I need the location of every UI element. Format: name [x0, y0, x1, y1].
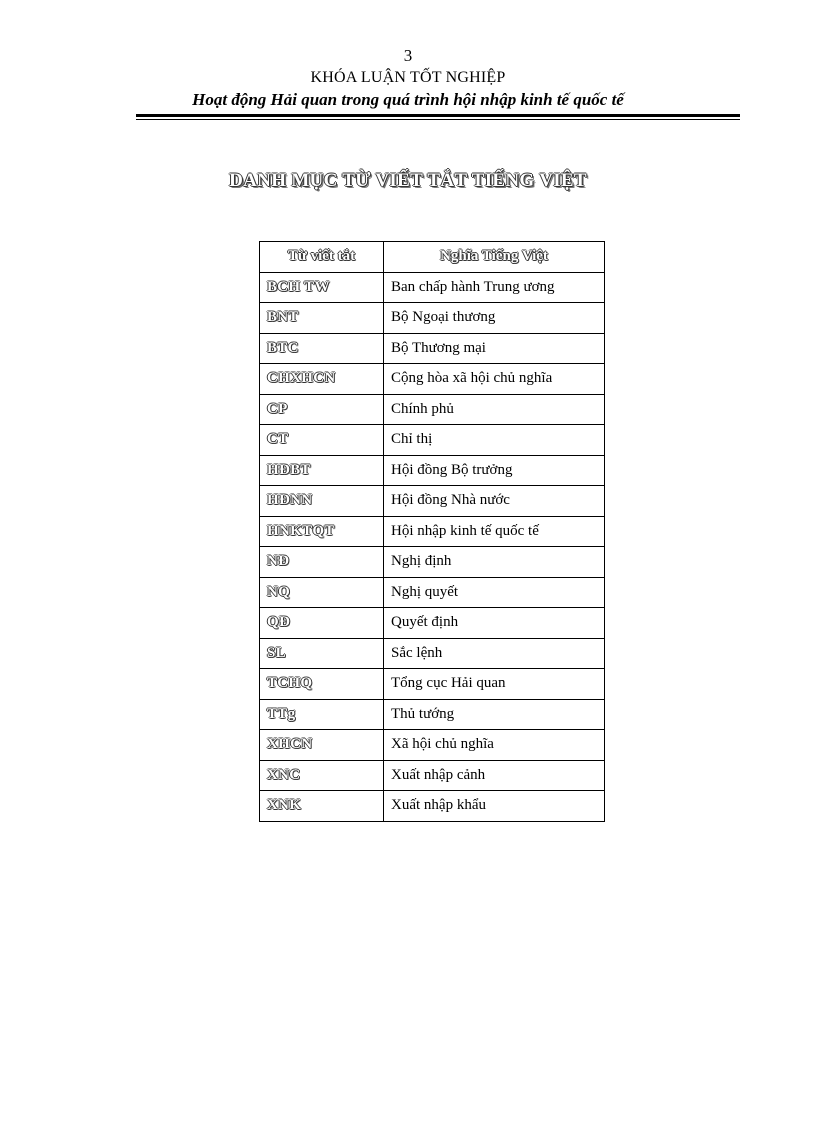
meaning-cell: Ban chấp hành Trung ương: [384, 272, 605, 303]
thesis-subtitle: Hoạt động Hải quan trong quá trình hội nhập kinh tế quốc tế: [192, 90, 624, 109]
table-row: [260, 608, 605, 639]
meaning-cell: Chỉ thị: [384, 425, 605, 456]
table-header-row: [260, 242, 605, 273]
abbreviation-cell: TCHQ: [260, 669, 384, 700]
meaning-cell: Bộ Thương mại: [384, 333, 605, 364]
table-row: [260, 516, 605, 547]
table-row: [260, 486, 605, 517]
meaning-cell: Xã hội chủ nghĩa: [384, 730, 605, 761]
abbreviation-cell: HĐNN: [260, 486, 384, 517]
table-row: [260, 577, 605, 608]
abbreviation-cell: BTC: [260, 333, 384, 364]
meaning-cell: Xuất nhập cảnh: [384, 760, 605, 791]
meaning-cell: Bộ Ngoại thương: [384, 303, 605, 334]
table-row: [260, 394, 605, 425]
abbreviation-cell: NQ: [260, 577, 384, 608]
meaning-cell: Cộng hòa xã hội chủ nghĩa: [384, 364, 605, 395]
abbreviation-cell: XNK: [260, 791, 384, 822]
header-rule-thin: [136, 119, 740, 120]
thesis-title: KHÓA LUẬN TỐT NGHIỆP: [310, 69, 506, 86]
abbreviation-cell: HĐBT: [260, 455, 384, 486]
meaning-cell: Xuất nhập khẩu: [384, 791, 605, 822]
abbreviation-cell: TTg: [260, 699, 384, 730]
meaning-cell: Nghị định: [384, 547, 605, 578]
abbreviation-cell: XNC: [260, 760, 384, 791]
table-row: [260, 364, 605, 395]
abbreviation-cell: NĐ: [260, 547, 384, 578]
table-row: [260, 303, 605, 334]
meaning-cell: Tổng cục Hải quan: [384, 669, 605, 700]
table-row: [260, 791, 605, 822]
table-row: [260, 760, 605, 791]
column-header-abbreviation: Từ viết tắt: [260, 242, 384, 273]
table-row: [260, 272, 605, 303]
meaning-cell: Hội đồng Bộ trưởng: [384, 455, 605, 486]
abbreviation-cell: SL: [260, 638, 384, 669]
table-row: [260, 699, 605, 730]
abbreviation-cell: CP: [260, 394, 384, 425]
table-row: [260, 333, 605, 364]
abbreviation-table-body: [260, 272, 605, 821]
meaning-cell: Chính phủ: [384, 394, 605, 425]
meaning-cell: Hội nhập kinh tế quốc tế: [384, 516, 605, 547]
meaning-cell: Hội đồng Nhà nước: [384, 486, 605, 517]
meaning-cell: Quyết định: [384, 608, 605, 639]
abbreviation-table: [259, 241, 605, 822]
abbreviation-cell: BNT: [260, 303, 384, 334]
abbreviation-cell: QĐ: [260, 608, 384, 639]
table-row: [260, 669, 605, 700]
table-row: [260, 547, 605, 578]
abbreviation-cell: CHXHCN: [260, 364, 384, 395]
page-number: 3: [403, 46, 413, 65]
table-row: [260, 730, 605, 761]
table-row: [260, 425, 605, 456]
header-rule-thick: [136, 114, 740, 117]
table-row: [260, 455, 605, 486]
column-header-meaning: Nghĩa Tiếng Việt: [384, 242, 605, 273]
section-title: DANH MỤC TỪ VIẾT TẮT TIẾNG VIỆT: [229, 170, 587, 191]
meaning-cell: Nghị quyết: [384, 577, 605, 608]
page-header: [0, 46, 816, 110]
meaning-cell: Sắc lệnh: [384, 638, 605, 669]
table-row: [260, 638, 605, 669]
abbreviation-cell: BCH TW: [260, 272, 384, 303]
meaning-cell: Thủ tướng: [384, 699, 605, 730]
abbreviation-cell: XHCN: [260, 730, 384, 761]
abbreviation-cell: CT: [260, 425, 384, 456]
abbreviation-cell: HNKTQT: [260, 516, 384, 547]
